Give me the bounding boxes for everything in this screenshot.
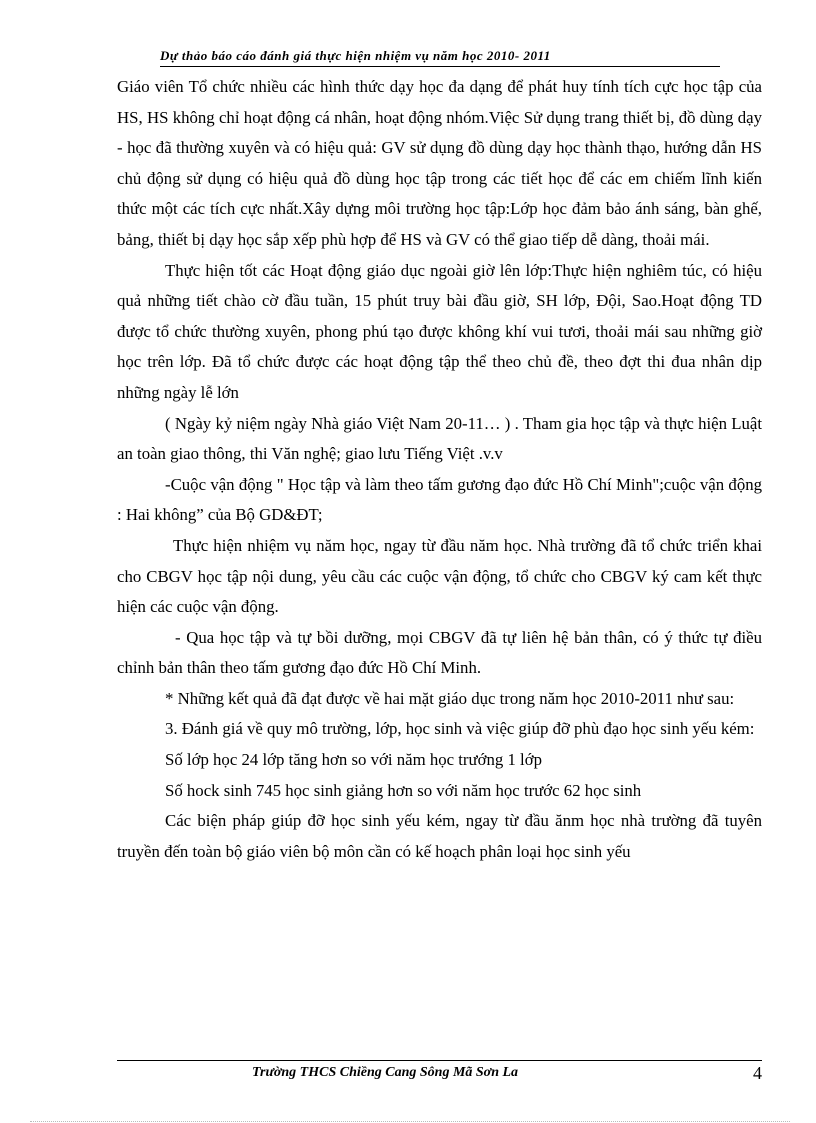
page-footer [117, 1060, 762, 1089]
paragraph-student-count: Số hock sinh 745 học sinh giảng hơn so với năm học trước 62 học sinh [165, 780, 642, 800]
paragraph-campaign: -Cuộc vận động " Học tập và làm theo tấm gương đạo đức Hồ Chí Minh";cuộc vận động : Hai không” của Bộ GD&ĐT; [117, 474, 762, 525]
paragraph-section-3: 3. Đánh giá về quy mô trường, lớp, học sinh và việc giúp đỡ phù đạo học sinh yếu kém: [165, 719, 755, 739]
paragraph-events: ( Ngày kỷ niệm ngày Nhà giáo Việt Nam 20-11… ) . Tham gia học tập và thực hiện Luật an toàn giao thông, thi Văn nghệ; giao lưu Tiếng Việt .v.v [117, 413, 762, 464]
footer-school-name: Trường THCS Chiềng Cang Sông Mã Sơn La [252, 1065, 519, 1080]
paragraph-results: * Những kết quả đã đạt được về hai mặt giáo dục trong năm học 2010-2011 như sau: [165, 688, 735, 708]
paragraph-extracurricular: Thực hiện tốt các Hoạt động giáo dục ngoài giờ lên lớp:Thực hiện nghiêm túc, có hiệu quả những tiết chào cờ đầu tuần, 15 phút truy bài đầu giờ, SH lớp, Đội, Sao.Hoạt động TD được tổ chức thường xuyên, phong phú tạo được không khí vui tươi, thoải mái sau những giờ học trên lớp. Đã tổ chức được các hoạt động tập thể theo chủ đề, theo đợt thi đua nhân dịp những ngày lễ lớn [117, 260, 762, 402]
page-header: Dự thảo báo cáo đánh giá thực hiện nhiệm vụ năm học 2010- 2011 [160, 46, 720, 67]
paragraph-self-study: - Qua học tập và tự bồi dưỡng, mọi CBGV đã tự liên hệ bản thân, có ý thức tự điều chỉnh bản thân theo tấm gương đạo đức Hồ Chí Minh. [117, 627, 762, 678]
paragraph-support-measures: Các biện pháp giúp đỡ học sinh yếu kém, ngay từ đầu ănm học nhà trường đã tuyên truyền đến toàn bộ giáo viên bộ môn cần có kế hoạch phân loại học sinh yếu [117, 811, 762, 861]
paragraph-teaching-methods: Giáo viên Tổ chức nhiều các hình thức dạy học đa dạng để phát huy tính tích cực học tập của HS, HS không chỉ hoạt động cá nhân, hoạt động nhóm.Việc Sử dụng trang thiết bị, đồ dùng dạy - học đã thường xuyên và có hiệu quả: GV sử dụng đồ dùng dạy học thành thạo, hướng dẫn HS chủ động sử dụng có hiệu quả đồ dùng học tập trong các tiết học để các em chiếm lĩnh kiến thức một các tích cực nhất.Xây dựng môi trường học tập:Lớp học đảm bảo ánh sáng, bàn ghế, bảng, thiết bị dạy học sắp xếp phù hợp để HS và GV có thể giao tiếp dễ dàng, thoải mái. [117, 77, 762, 249]
page-edge-divider [30, 1121, 790, 1122]
document-body [117, 72, 762, 867]
paragraph-implementation: Thực hiện nhiệm vụ năm học, ngay từ đầu năm học. Nhà trường đã tổ chức triển khai cho CBGV học tập nội dung, yêu cầu các cuộc vận động, tổ chức cho CBGV ký cam kết thực hiện các cuộc vận động. [117, 535, 762, 617]
page-number: 4 [753, 1063, 762, 1083]
paragraph-class-count: Số lớp học 24 lớp tăng hơn so với năm học trướng 1 lớp [165, 750, 542, 770]
